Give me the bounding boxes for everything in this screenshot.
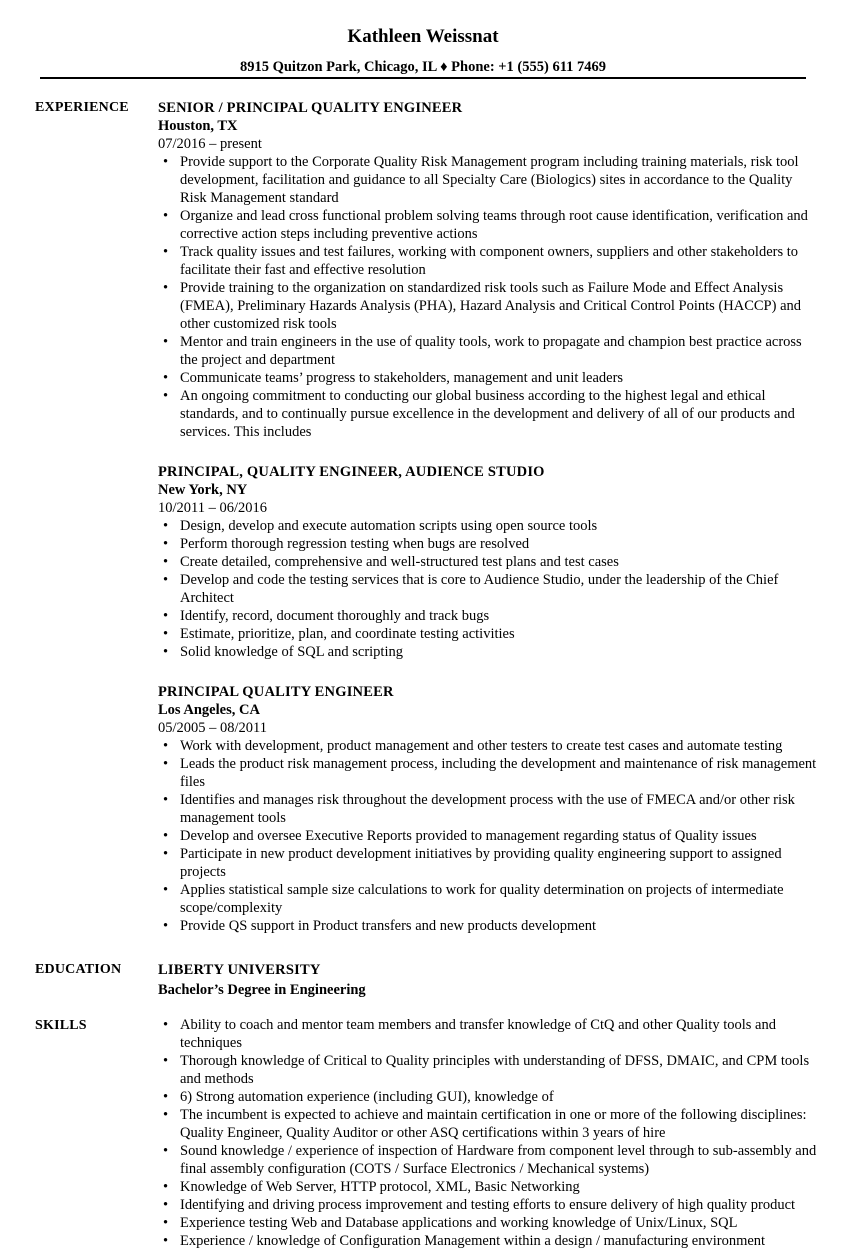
bullet-icon: • [163,738,169,754]
section-label-skills: SKILLS [35,1018,87,1033]
bullet-icon: • [163,882,169,898]
list-item: • Provide QS support in Product transfers and new products development [163,918,596,934]
bullet-icon: • [163,388,169,404]
bullet-icon: • [163,792,169,808]
bullet-icon: • [163,644,169,660]
skills-entry [158,1016,820,1250]
job-entry [158,99,820,441]
job-dates: 07/2016 – present [158,136,262,152]
list-item: • Ability to coach and mentor team members and transfer knowledge of CtQ and other Quality tools and techniques [163,1017,776,1051]
job-bullets [158,153,820,441]
list-item: • Identifying and driving process improvement and testing efforts to ensure delivery of high quality product [163,1197,796,1213]
list-item: • Participate in new product development initiatives by providing quality engineering support to assigned projects [163,846,782,880]
list-item: • Provide support to the Corporate Quality Risk Management program including training materials, risk tool development, facilitation and guidance to all Specialty Care (Biologics) sites in accordance to the Quality Risk Management standard [163,154,799,206]
list-item: • Develop and oversee Executive Reports provided to management regarding status of Quality issues [163,828,757,844]
job-entry [158,463,820,661]
section-label-education: EDUCATION [35,962,122,977]
candidate-name: Kathleen Weissnat [347,26,499,47]
bullet-icon: • [163,536,169,552]
list-item: • Communicate teams’ progress to stakeholders, management and unit leaders [163,370,624,386]
list-item: • Thorough knowledge of Critical to Quality principles with understanding of DFSS, DMAIC, and CPM tools and methods [163,1053,810,1087]
degree-name: Bachelor’s Degree in Engineering [158,982,366,998]
list-item: • Experience / knowledge of Configuration Management within a design / manufacturing environment [163,1233,766,1249]
bullet-icon: • [163,280,169,296]
bullet-icon: • [163,1215,169,1231]
job-bullets [158,517,820,661]
list-item: • Design, develop and execute automation scripts using open source tools [163,518,598,534]
list-item: • Identify, record, document thoroughly and track bugs [163,608,490,624]
bullet-icon: • [163,756,169,772]
job-location: Los Angeles, CA [158,702,260,718]
job-bullets [158,737,820,935]
list-item: • Mentor and train engineers in the use of quality tools, work to propagate and champion best practice across the project and department [163,334,802,368]
list-item: • Solid knowledge of SQL and scripting [163,644,403,660]
bullet-icon: • [163,828,169,844]
list-item: • Leads the product risk management process, including the development and maintenance of risk management files [163,756,817,790]
list-item: • Work with development, product management and other testers to create test cases and automate testing [163,738,783,754]
list-item: • Provide training to the organization on standardized risk tools such as Failure Mode and Effect Analysis (FMEA), Preliminary Hazards Analysis (PHA), Hazard Analysis and Critical Control Points (HACCP) and other customized risk tools [163,280,802,332]
bullet-icon: • [163,518,169,534]
school-name: LIBERTY UNIVERSITY [158,962,321,978]
list-item: • Knowledge of Web Server, HTTP protocol, XML, Basic Networking [163,1179,580,1195]
bullet-icon: • [163,918,169,934]
list-item: • An ongoing commitment to conducting our global business according to the highest legal and ethical standards, and to continually pursue excellence in the development and delivery of all of our products and services. This includes [163,388,795,440]
job-dates: 05/2005 – 08/2011 [158,720,268,736]
bullet-icon: • [163,1143,169,1159]
list-item: • Develop and code the testing services that is core to Audience Studio, under the leadership of the Chief Architect [163,572,779,606]
bullet-icon: • [163,208,169,224]
list-item: • Organize and lead cross functional problem solving teams through root cause identification, verification and corrective action steps including preventive actions [163,208,808,242]
bullet-icon: • [163,846,169,862]
job-location: Houston, TX [158,118,238,134]
bullet-icon: • [163,1053,169,1069]
bullet-icon: • [163,154,169,170]
bullet-icon: • [163,244,169,260]
bullet-icon: • [163,1197,169,1213]
skills-bullets [158,1016,820,1250]
bullet-icon: • [163,370,169,386]
list-item: • Experience testing Web and Database applications and working knowledge of Unix/Linux, SQL [163,1215,738,1231]
list-item: • Estimate, prioritize, plan, and coordinate testing activities [163,626,515,642]
list-item: • The incumbent is expected to achieve and maintain certification in one or more of the following disciplines: Quality Engineer, Quality Auditor or other ASQ certifications within 3 years of hire [163,1107,807,1141]
bullet-icon: • [163,1017,169,1033]
list-item: • Create detailed, comprehensive and well-structured test plans and test cases [163,554,619,570]
bullet-icon: • [163,554,169,570]
list-item: • Track quality issues and test failures, working with component owners, suppliers and other stakeholders to facilitate their fast and effective resolution [163,244,799,278]
bullet-icon: • [163,1089,169,1105]
bullet-icon: • [163,1233,169,1249]
list-item: • Identifies and manages risk throughout the development process with the use of FMECA and/or other risk management tools [163,792,795,826]
list-item: • 6) Strong automation experience (including GUI), knowledge of [163,1089,554,1105]
bullet-icon: • [163,1107,169,1123]
list-item: • Applies statistical sample size calculations to work for quality determination on projects of intermediate scope/complexity [163,882,784,916]
list-item: • Perform thorough regression testing when bugs are resolved [163,536,530,552]
section-label-experience: EXPERIENCE [35,100,129,115]
job-title: SENIOR / PRINCIPAL QUALITY ENGINEER [158,100,463,116]
job-entry [158,683,820,935]
list-item: • Sound knowledge / experience of inspection of Hardware from component level through to sub-assembly and final assembly configuration (COTS / Surface Electronics / Mechanical systems) [163,1143,817,1177]
bullet-icon: • [163,334,169,350]
job-title: PRINCIPAL, QUALITY ENGINEER, AUDIENCE STUDIO [158,464,545,480]
job-location: New York, NY [158,482,248,498]
header-divider [40,77,806,79]
education-entry [158,961,820,999]
bullet-icon: • [163,608,169,624]
job-title: PRINCIPAL QUALITY ENGINEER [158,684,394,700]
bullet-icon: • [163,626,169,642]
bullet-icon: • [163,1179,169,1195]
bullet-icon: • [163,572,169,588]
contact-line: 8915 Quitzon Park, Chicago, IL ♦ Phone: +1 (555) 611 7469 [239,59,607,75]
job-dates: 10/2011 – 06/2016 [158,500,268,516]
